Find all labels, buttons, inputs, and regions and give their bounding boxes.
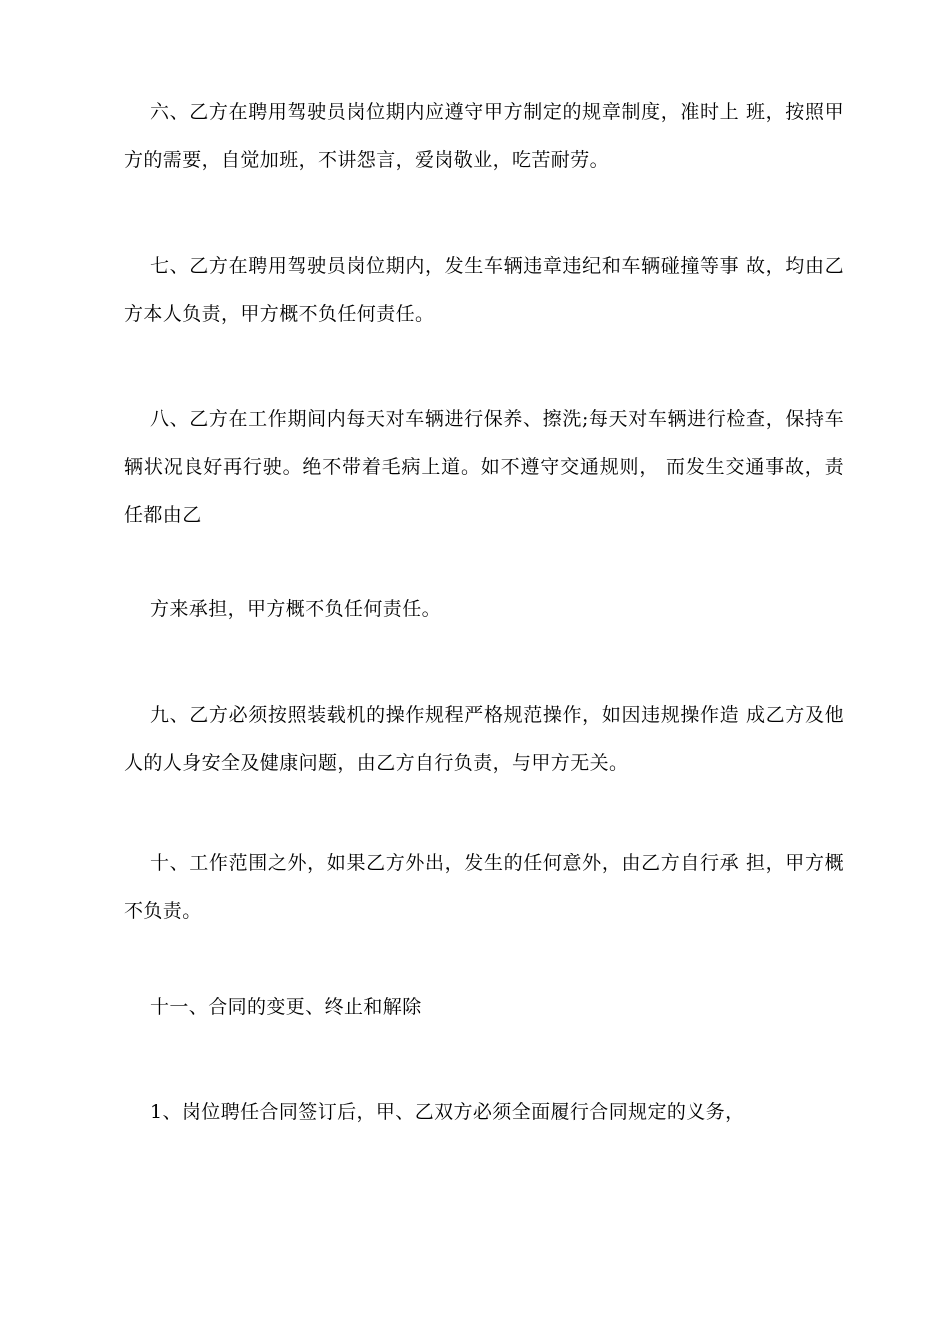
paragraph-clause-6: 六、乙方在聘用驾驶员岗位期内应遵守甲方制定的规章制度，准时上 班，按照甲方的需要，自觉加班，不讲怨言，爱岗敬业，吃苦耐劳。 (124, 101, 844, 171)
paragraph-clause-10: 十、工作范围之外，如果乙方外出，发生的任何意外，由乙方自行承 担，甲方概不负责。 (124, 852, 844, 922)
paragraph-clause-9: 九、乙方必须按照装载机的操作规程严格规范操作，如因违规操作造 成乙方及他人的人身安全及健康问题，由乙方自行负责，与甲方无关。 (124, 704, 844, 774)
paragraph-clause-8: 八、乙方在工作期间内每天对车辆进行保养、擦洗;每天对车辆进行检查，保持车辆状况良好再行驶。绝不带着毛病上道。如不遵守交通规则， 而发生交通事故，责任都由乙 (124, 408, 844, 526)
paragraph-clause-11-1: 1、岗位聘任合同签订后，甲、乙双方必须全面履行合同规定的义务， (150, 1101, 745, 1123)
paragraph-clause-8-continued: 方来承担，甲方概不负任何责任。 (150, 598, 442, 620)
section-heading-clause-11: 十一、合同的变更、终止和解除 (150, 996, 422, 1018)
paragraph-clause-7: 七、乙方在聘用驾驶员岗位期内，发生车辆违章违纪和车辆碰撞等事 故，均由乙方本人负责，甲方概不负任何责任。 (124, 255, 844, 325)
